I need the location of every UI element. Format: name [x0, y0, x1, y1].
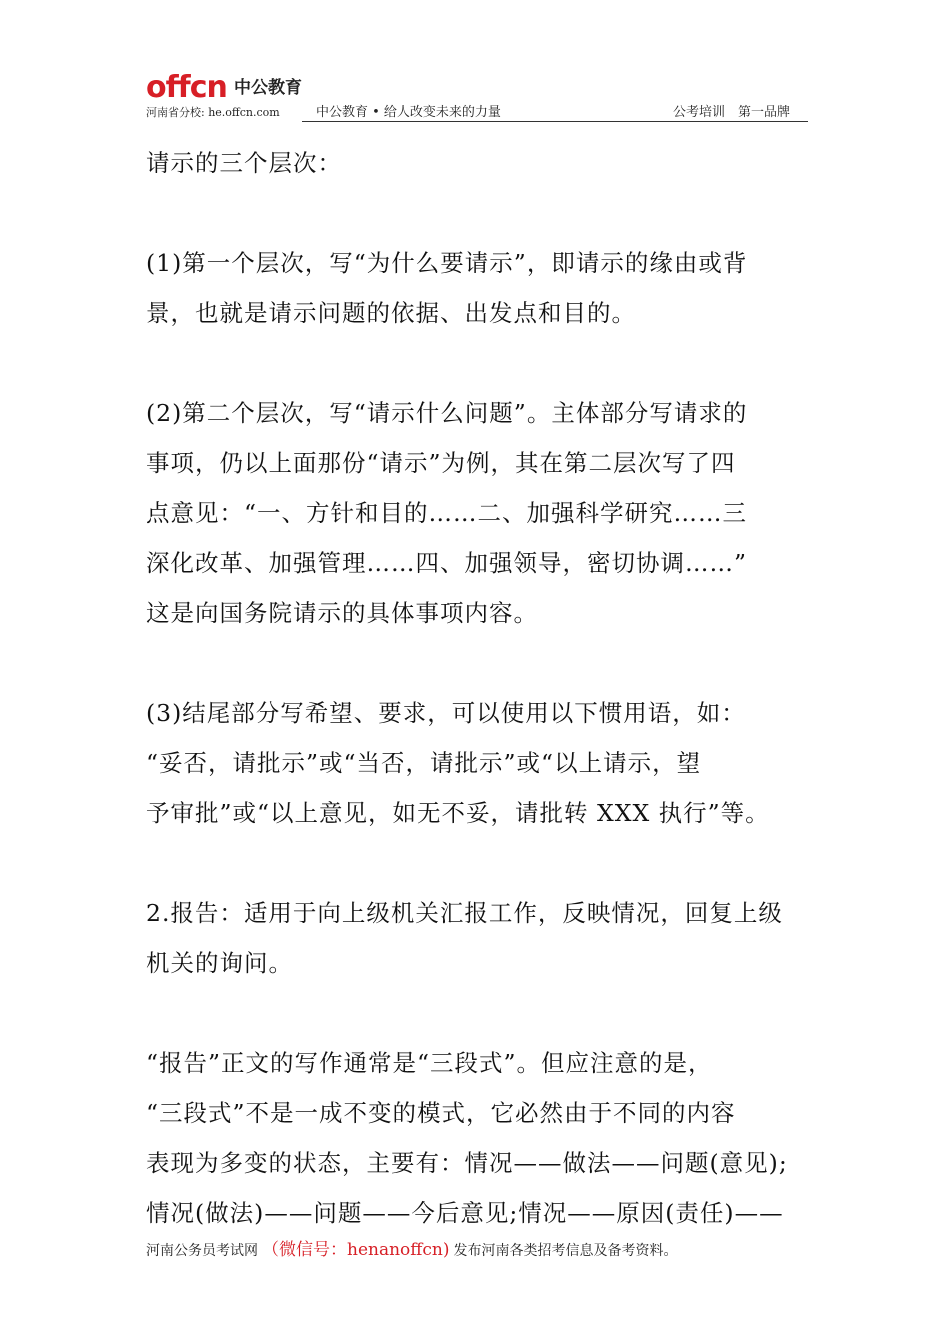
paragraph	[146, 388, 810, 638]
text-line: 情况(做法)——问题——今后意见;情况——原因(责任)——	[146, 1199, 784, 1227]
text-line: 2.报告：适用于向上级机关汇报工作，反映情况，回复上级	[146, 899, 783, 927]
text-line: “报告”正文的写作通常是“三段式”。但应注意的是，	[146, 1049, 713, 1077]
footer-wechat-id: （微信号：henanoffcn)	[262, 1240, 450, 1260]
logo-chinese-name: 中公教育	[234, 78, 302, 98]
paragraph	[146, 238, 810, 338]
footer-site-name: 河南公务员考试网	[146, 1243, 258, 1259]
logo-wordmark: offcn	[146, 70, 227, 105]
paragraph	[146, 688, 810, 838]
paragraph	[146, 1038, 810, 1238]
text-line: 请示的三个层次：	[146, 149, 342, 177]
text-line: (3)结尾部分写希望、要求，可以使用以下惯用语，如：	[146, 699, 746, 727]
text-line: 这是向国务院请示的具体事项内容。	[146, 599, 538, 627]
text-line: 景，也就是请示问题的依据、出发点和目的。	[146, 299, 636, 327]
page-footer	[146, 1240, 677, 1261]
text-line: 表现为多变的状态，主要有：情况——做法——问题(意见);	[146, 1149, 788, 1177]
text-line: 点意见：“一、方针和目的……二、加强科学研究……三	[146, 499, 748, 527]
footer-description: 发布河南各类招考信息及备考资料。	[453, 1243, 678, 1259]
text-line: 深化改革、加强管理……四、加强领导，密切协调……”	[146, 549, 748, 577]
text-line: (2)第二个层次，写“请示什么问题”。主体部分写请求的	[146, 399, 748, 427]
text-line: 予审批”或“以上意见，如无不妥，请批转 XXX 执行”等。	[146, 799, 770, 827]
text-line: 事项，仍以上面那份“请示”为例，其在第二层次写了四	[146, 449, 736, 477]
text-line: “妥否，请批示”或“当否，请批示”或“以上请示，望	[146, 749, 702, 777]
text-line: 机关的询问。	[146, 949, 293, 977]
header-slogan: 公考培训 第一品牌	[672, 105, 790, 120]
header-divider	[302, 121, 808, 122]
logo-branch-url: 河南省分校: he.offcn.com	[146, 106, 280, 119]
document-body	[146, 138, 810, 1288]
paragraph	[146, 888, 810, 988]
page-header	[146, 70, 808, 122]
header-tagline: 中公教育 • 给人改变未来的力量	[316, 105, 501, 120]
text-line: “三段式”不是一成不变的模式，它必然由于不同的内容	[146, 1099, 736, 1127]
paragraph	[146, 138, 810, 188]
text-line: (1)第一个层次，写“为什么要请示”，即请示的缘由或背	[146, 249, 748, 277]
